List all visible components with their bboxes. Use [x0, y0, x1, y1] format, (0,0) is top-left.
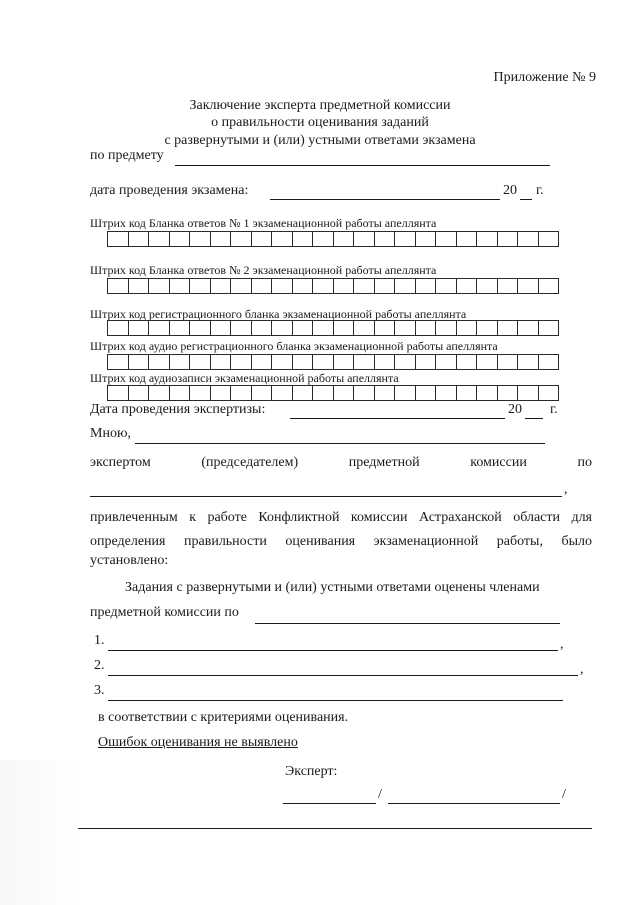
barcode-cell[interactable] [129, 355, 150, 369]
barcode-cell[interactable] [334, 355, 355, 369]
by-me-label: Мною, [90, 426, 131, 441]
barcode-cell[interactable] [129, 279, 150, 293]
barcode-cell[interactable] [375, 355, 396, 369]
barcode-cell[interactable] [108, 232, 129, 246]
barcode-cell[interactable] [149, 232, 170, 246]
barcode-cell[interactable] [436, 232, 457, 246]
expert-role-word-3: предметной [348, 455, 420, 470]
barcode-cell[interactable] [416, 386, 437, 400]
member-2-field[interactable] [108, 675, 578, 676]
commission-subject-field[interactable] [90, 496, 562, 497]
signature-slash-1: / [378, 787, 382, 802]
title-line-1: Заключение эксперта предметной комиссии [189, 98, 451, 113]
barcode-cell[interactable] [272, 386, 293, 400]
barcode-cell[interactable] [190, 279, 211, 293]
barcode-cell[interactable] [129, 321, 150, 335]
barcode-cell[interactable] [231, 232, 252, 246]
barcode-cell[interactable] [354, 279, 375, 293]
exam-date-year-suffix: г. [536, 183, 544, 198]
barcode-cell[interactable] [477, 279, 498, 293]
barcode-cell[interactable] [170, 232, 191, 246]
paragraph-line-1 [90, 510, 592, 526]
barcode-cell[interactable] [416, 279, 437, 293]
appendix-label: Приложение № 9 [493, 70, 596, 85]
barcode-cell[interactable] [149, 386, 170, 400]
paragraph-line-2 [90, 534, 592, 550]
barcode-cell[interactable] [416, 321, 437, 335]
title-line-2: о правильности оценивания заданий [211, 115, 429, 130]
signature-slash-2: / [562, 787, 566, 802]
barcode-cell[interactable] [129, 232, 150, 246]
barcode-cell[interactable] [190, 386, 211, 400]
bottom-rule [78, 828, 592, 829]
barcode-cell[interactable] [190, 232, 211, 246]
barcode-cell[interactable] [252, 355, 273, 369]
barcode-cell[interactable] [272, 232, 293, 246]
barcode-cell[interactable] [375, 279, 396, 293]
barcode-cell[interactable] [518, 232, 539, 246]
barcode-3-label: Штрих код регистрационного бланка экзаменационной работы апеллянта [90, 307, 467, 321]
barcode-cell[interactable] [477, 386, 498, 400]
barcode-cell[interactable] [518, 386, 539, 400]
member-1-number: 1. [94, 633, 105, 648]
barcode-cell[interactable] [539, 321, 560, 335]
barcode-cell[interactable] [211, 355, 232, 369]
barcode-cell[interactable] [211, 279, 232, 293]
barcode-cell[interactable] [108, 355, 129, 369]
barcode-cell[interactable] [108, 321, 129, 335]
barcode-cell[interactable] [457, 232, 478, 246]
subject-label: по предмету [90, 148, 164, 163]
barcode-cell[interactable] [395, 279, 416, 293]
barcode-cell[interactable] [334, 321, 355, 335]
barcode-cell[interactable] [498, 321, 519, 335]
expertise-date-year-prefix: 20 [508, 402, 522, 417]
barcode-cell[interactable] [436, 355, 457, 369]
barcode-cell[interactable] [231, 279, 252, 293]
barcode-cell[interactable] [395, 232, 416, 246]
barcode-cell[interactable] [457, 386, 478, 400]
barcode-cell[interactable] [539, 386, 560, 400]
expert-signature-field[interactable] [283, 803, 376, 804]
barcode-cell[interactable] [252, 386, 273, 400]
expert-role-word-4: комиссии [470, 455, 527, 470]
barcode-cell[interactable] [375, 386, 396, 400]
barcode-cell[interactable] [518, 321, 539, 335]
barcode-cell[interactable] [436, 279, 457, 293]
barcode-cell[interactable] [436, 386, 457, 400]
barcode-cell[interactable] [272, 355, 293, 369]
tasks-line-1: Задания с развернутыми и (или) устными ответами оценены членами [125, 580, 540, 595]
member-1-end: , [560, 637, 564, 652]
expertise-date-year-field[interactable] [525, 418, 543, 419]
barcode-cell[interactable] [108, 386, 129, 400]
barcode-cell[interactable] [395, 355, 416, 369]
barcode-cell[interactable] [170, 321, 191, 335]
expert-signature-label: Эксперт: [285, 764, 338, 779]
exam-date-year-field[interactable] [520, 199, 532, 200]
paragraph-line-1-text: привлеченным к работе Конфликтной комиссии Астраханской области для [90, 510, 592, 525]
barcode-4-grid[interactable] [107, 354, 559, 370]
barcode-cell[interactable] [252, 279, 273, 293]
expert-role-word-5: по [577, 455, 592, 470]
barcode-cell[interactable] [354, 386, 375, 400]
barcode-2-grid[interactable] [107, 278, 559, 294]
barcode-cell[interactable] [313, 355, 334, 369]
barcode-cell[interactable] [457, 321, 478, 335]
barcode-cell[interactable] [293, 386, 314, 400]
barcode-cell[interactable] [539, 279, 560, 293]
title-line-3: с развернутыми и (или) устными ответами экзамена [164, 133, 476, 148]
no-errors-text: Ошибок оценивания не выявлено [98, 735, 298, 750]
barcode-cell[interactable] [518, 279, 539, 293]
exam-date-year-prefix: 20 [503, 183, 517, 198]
expert-fullname-field[interactable] [388, 803, 560, 804]
barcode-cell[interactable] [149, 321, 170, 335]
barcode-cell[interactable] [436, 321, 457, 335]
barcode-cell[interactable] [149, 279, 170, 293]
barcode-cell[interactable] [313, 321, 334, 335]
barcode-cell[interactable] [190, 355, 211, 369]
tasks-line-2: предметной комиссии по [90, 605, 239, 620]
expert-role-row [90, 455, 592, 471]
barcode-2-label: Штрих код Бланка ответов № 2 экзаменационной работы апеллянта [90, 263, 437, 277]
barcode-cell[interactable] [272, 279, 293, 293]
paragraph-line-2-text: определения правильности оценивания экзаменационной работы, было [90, 534, 592, 549]
criteria-text: в соответствии с критериями оценивания. [98, 710, 349, 725]
barcode-cell[interactable] [498, 232, 519, 246]
expertise-date-label: Дата проведения экспертизы: [90, 402, 266, 417]
commission-subject-comma: , [564, 482, 568, 497]
barcode-cell[interactable] [211, 232, 232, 246]
barcode-cell[interactable] [539, 355, 560, 369]
barcode-cell[interactable] [477, 232, 498, 246]
barcode-cell[interactable] [108, 279, 129, 293]
barcode-cell[interactable] [190, 321, 211, 335]
barcode-cell[interactable] [211, 386, 232, 400]
barcode-cell[interactable] [170, 355, 191, 369]
barcode-cell[interactable] [539, 232, 560, 246]
member-1-field[interactable] [108, 650, 558, 651]
barcode-cell[interactable] [293, 321, 314, 335]
barcode-cell[interactable] [334, 386, 355, 400]
barcode-cell[interactable] [416, 355, 437, 369]
expert-role-word-1: экспертом [90, 455, 151, 470]
barcode-cell[interactable] [313, 386, 334, 400]
barcode-cell[interactable] [293, 355, 314, 369]
expertise-date-year-suffix: г. [550, 402, 558, 417]
barcode-cell[interactable] [457, 279, 478, 293]
barcode-cell[interactable] [231, 386, 252, 400]
barcode-cell[interactable] [395, 321, 416, 335]
barcode-cell[interactable] [272, 321, 293, 335]
barcode-cell[interactable] [313, 232, 334, 246]
barcode-cell[interactable] [498, 279, 519, 293]
barcode-cell[interactable] [375, 321, 396, 335]
barcode-cell[interactable] [252, 321, 273, 335]
barcode-cell[interactable] [477, 355, 498, 369]
tasks-subject-field[interactable] [255, 623, 560, 624]
scan-shadow [0, 760, 80, 905]
barcode-cell[interactable] [170, 279, 191, 293]
barcode-cell[interactable] [457, 355, 478, 369]
barcode-cell[interactable] [518, 355, 539, 369]
barcode-1-grid[interactable] [107, 231, 559, 247]
barcode-cell[interactable] [313, 279, 334, 293]
barcode-cell[interactable] [354, 321, 375, 335]
barcode-cell[interactable] [293, 232, 314, 246]
barcode-cell[interactable] [231, 321, 252, 335]
barcode-cell[interactable] [395, 386, 416, 400]
barcode-cell[interactable] [334, 232, 355, 246]
barcode-cell[interactable] [252, 232, 273, 246]
expert-name-field[interactable] [135, 443, 545, 444]
barcode-5-label: Штрих код аудиозаписи экзаменационной работы апеллянта [90, 371, 399, 385]
expert-role-word-2: (председателем) [201, 455, 299, 470]
barcode-cell[interactable] [231, 355, 252, 369]
barcode-cell[interactable] [354, 232, 375, 246]
barcode-cell[interactable] [129, 386, 150, 400]
barcode-cell[interactable] [498, 386, 519, 400]
barcode-cell[interactable] [416, 232, 437, 246]
barcode-cell[interactable] [498, 355, 519, 369]
barcode-cell[interactable] [211, 321, 232, 335]
barcode-4-label: Штрих код аудио регистрационного бланка экзаменационной работы апеллянта [90, 339, 498, 353]
barcode-5-grid[interactable] [107, 385, 559, 401]
member-3-number: 3. [94, 683, 105, 698]
exam-date-label: дата проведения экзамена: [90, 183, 249, 198]
subject-field[interactable] [175, 165, 550, 166]
barcode-1-label: Штрих код Бланка ответов № 1 экзаменационной работы апеллянта [90, 216, 437, 230]
barcode-cell[interactable] [293, 279, 314, 293]
paragraph-line-3: установлено: [90, 553, 169, 568]
barcode-cell[interactable] [354, 355, 375, 369]
member-2-number: 2. [94, 658, 105, 673]
barcode-cell[interactable] [477, 321, 498, 335]
exam-date-field[interactable] [270, 199, 500, 200]
member-2-end: , [580, 662, 584, 677]
barcode-cell[interactable] [375, 232, 396, 246]
barcode-3-grid[interactable] [107, 320, 559, 336]
barcode-cell[interactable] [334, 279, 355, 293]
barcode-cell[interactable] [170, 386, 191, 400]
expertise-date-field[interactable] [290, 418, 505, 419]
barcode-cell[interactable] [149, 355, 170, 369]
member-3-field[interactable] [108, 700, 563, 701]
